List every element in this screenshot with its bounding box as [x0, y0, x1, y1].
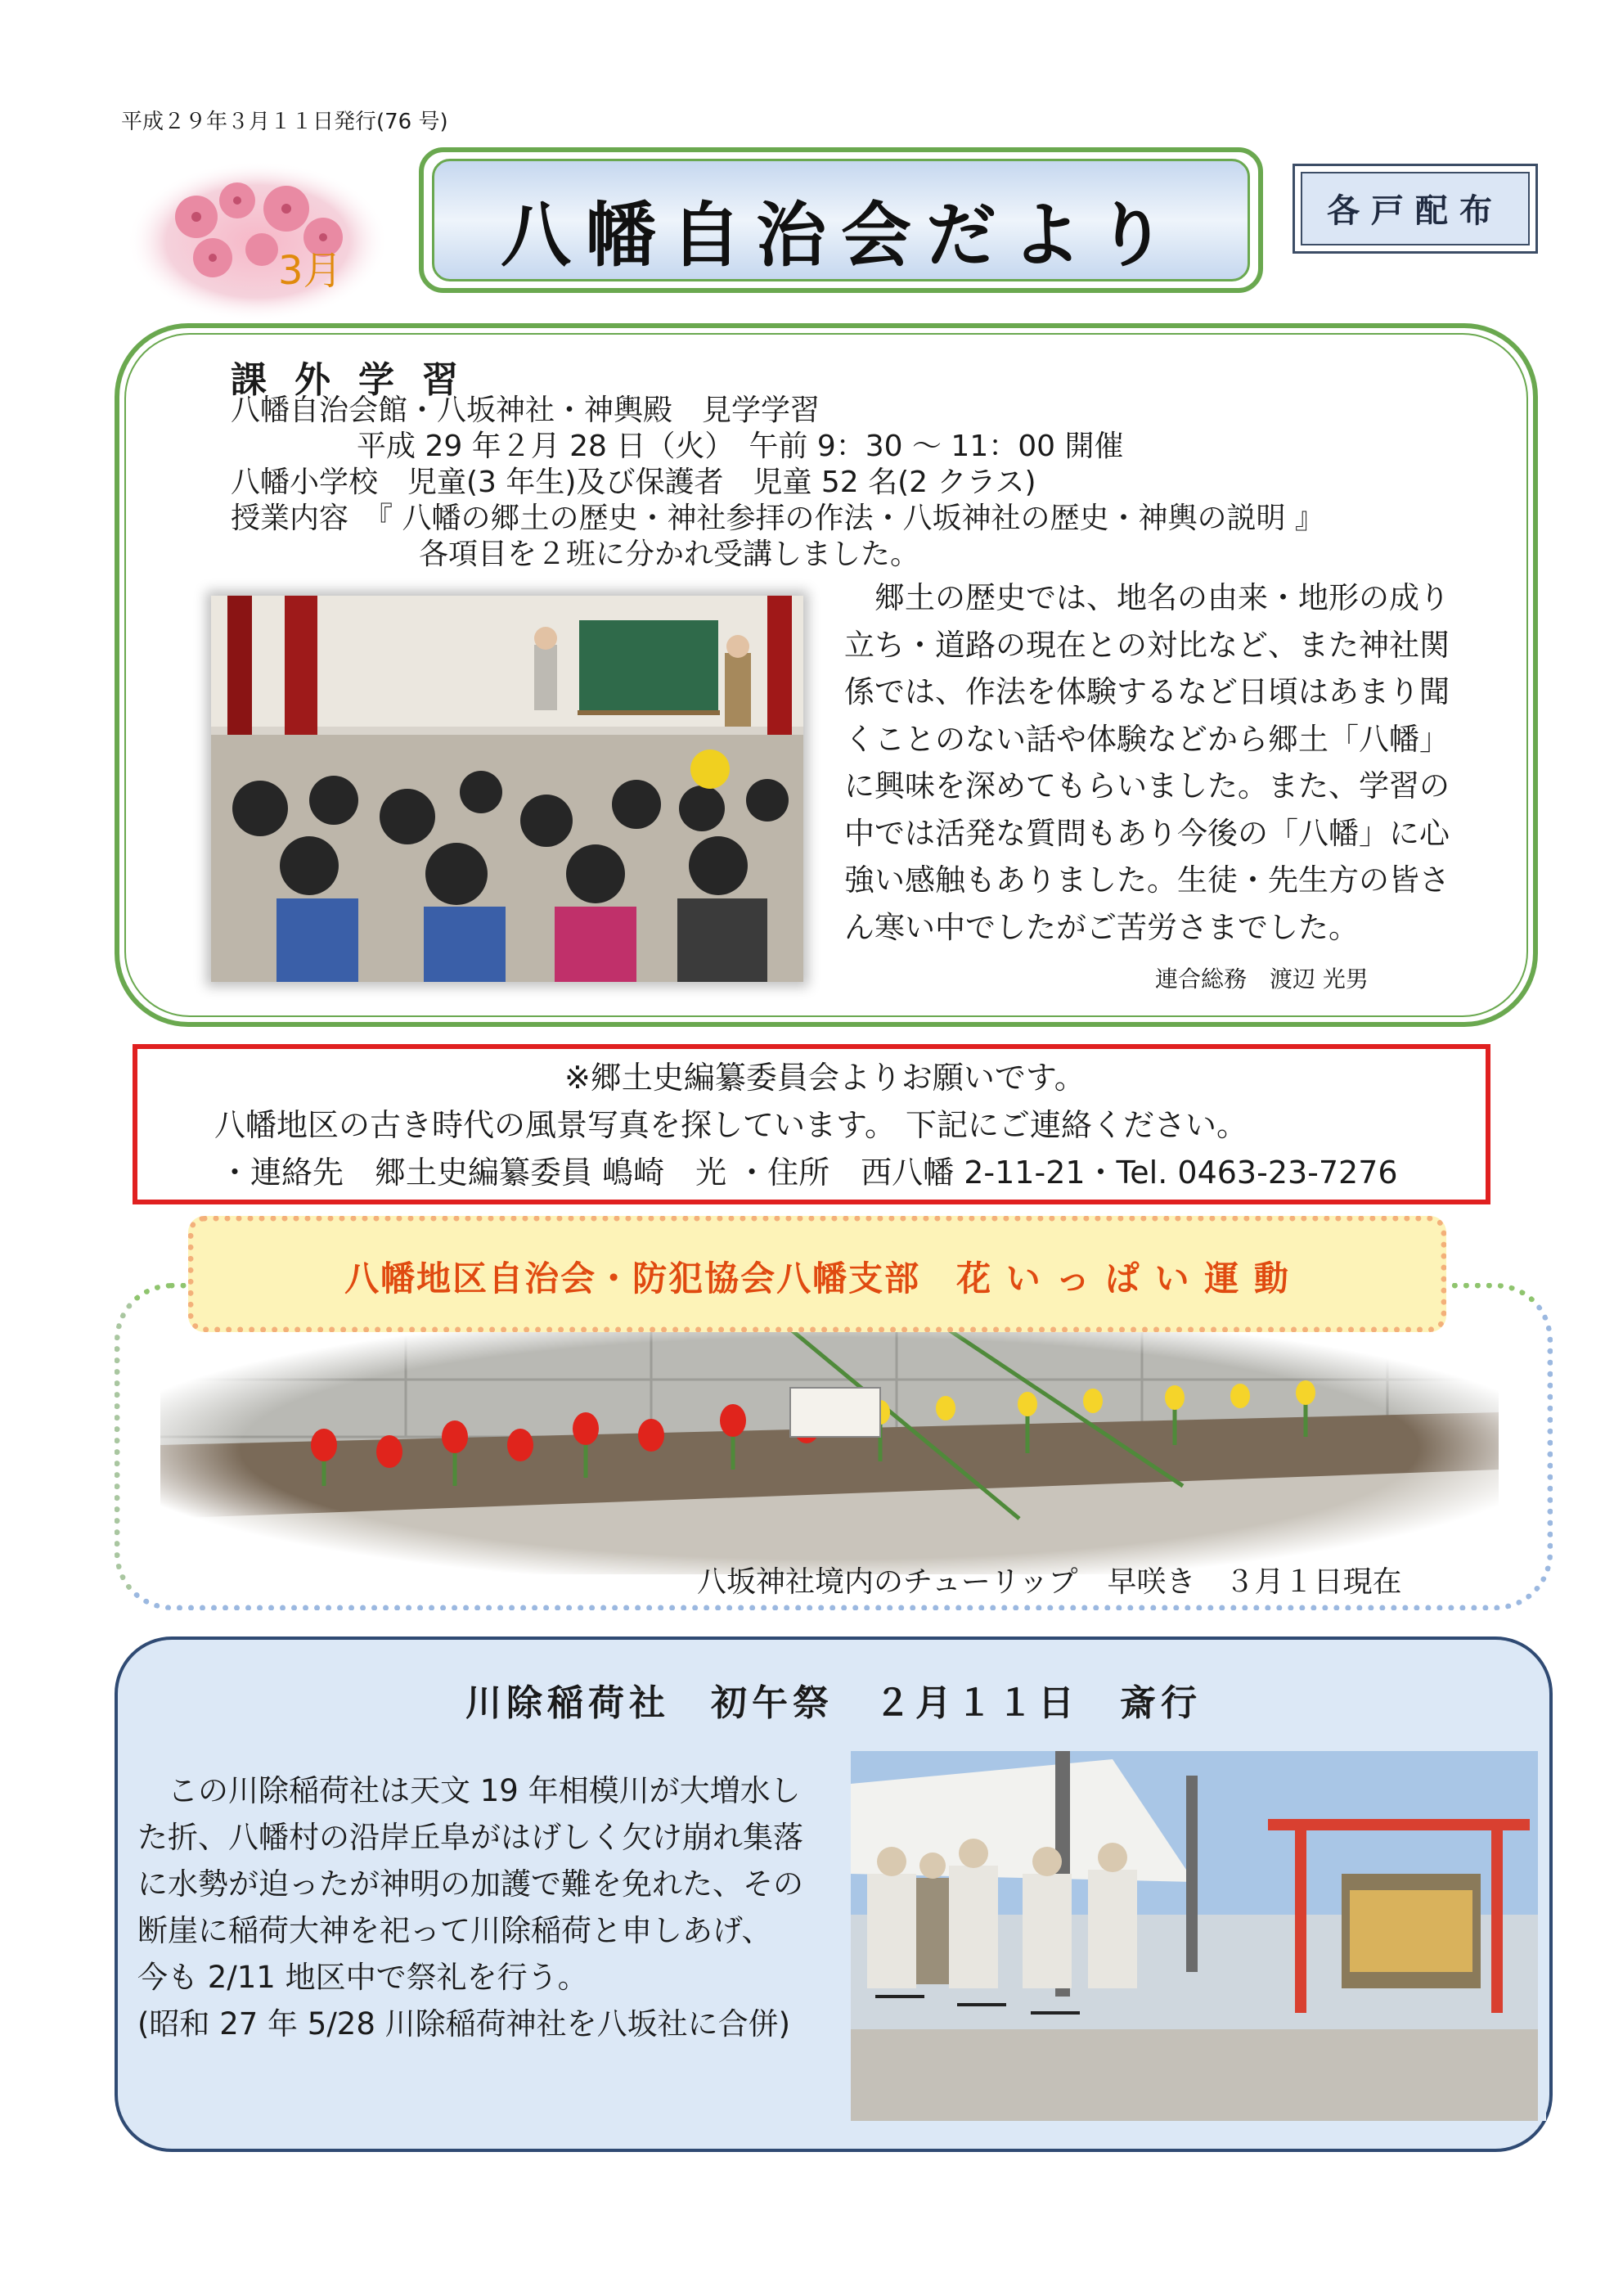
study-line: 平成 29 年２月 28 日（火） 午前 9：30 ～ 11：00 開催	[357, 430, 1124, 463]
classroom-photo	[211, 596, 803, 982]
shrine-body	[137, 1767, 841, 2047]
body-line: くことのない話や体験などから郷土「八幡」	[844, 721, 1450, 757]
study-line: 八幡自治会館・八坂神社・神輿殿 見学学習	[231, 394, 820, 427]
newsletter-title: 八幡自治会だより	[501, 195, 1181, 277]
body-line: 中では活発な質問もあり今後の「八幡」に心	[844, 815, 1450, 851]
distribution-label: 各戸配布	[1327, 192, 1504, 230]
notice-contact: ・連絡先 郷土史編纂委員 嶋崎 光 ・住所 西八幡 2-11-21・Tel. 0463-23-7276	[219, 1155, 1398, 1191]
body-line: 郷土の歴史では、地名の由来・地形の成り	[844, 580, 1450, 615]
notice-line: 八幡地区の古き時代の風景写真を探しています。 下記にご連絡ください。	[214, 1107, 1248, 1143]
body-line: 断崖に稲荷大神を祀って川除稲荷と申しあげ、	[137, 1913, 772, 1948]
study-line: 各項目を２班に分かれ受講しました。	[419, 538, 920, 571]
body-line: に水勢が迫ったが神明の加護で難を免れた、その	[137, 1866, 803, 1902]
tulip-photo	[160, 1322, 1499, 1574]
tulip-title: 八幡地区自治会・防犯協会八幡支部 花 い っ ぱ い 運 動	[344, 1258, 1290, 1299]
study-body	[844, 574, 1482, 951]
body-line: 立ち・道路の現在との対比など、また神社関	[844, 627, 1450, 663]
study-signature: 連合総務 渡辺 光男	[1155, 966, 1369, 993]
study-line: 八幡小学校 児童(3 年生)及び保護者 児童 52 名(2 クラス)	[231, 466, 1036, 499]
tulip-caption: 八坂神社境内のチューリップ 早咲き ３月１日現在	[697, 1565, 1402, 1599]
shrine-festival-photo	[843, 1751, 1546, 2121]
notice-title: ※郷土史編纂委員会よりお願いです。	[564, 1060, 1086, 1096]
issue-date: 平成２９年３月１１日発行(76 号)	[121, 110, 448, 134]
body-line: (昭和 27 年 5/28 川除稲荷神社を八坂社に合併)	[137, 2006, 791, 2042]
study-heading: 課外学習	[231, 359, 486, 401]
body-line: この川除稲荷社は天文 19 年相模川が大増水し	[137, 1773, 801, 1808]
body-line: 今も 2/11 地区中で祭礼を行う。	[137, 1960, 588, 1995]
body-line: 強い感触もありました。生徒・先生方の皆さ	[844, 862, 1450, 898]
study-line: 授業内容 『 八幡の郷土の歴史・神社参拝の作法・八坂神社の歴史・神輿の説明 』	[231, 502, 1324, 535]
body-line: ん寒い中でしたがご苦労さまでした。	[844, 909, 1359, 945]
cherry-blossom-image	[123, 160, 393, 323]
shrine-title: 川除稲荷社 初午祭 ２月１１日 斎行	[465, 1682, 1202, 1724]
body-line: 係では、作法を体験するなど日頃はあまり聞	[844, 674, 1450, 709]
body-line: た折、八幡村の沿岸丘阜がはげしく欠け崩れ集落	[137, 1820, 803, 1855]
month-label: 3月	[278, 248, 343, 294]
body-line: に興味を深めてもらいました。また、学習の	[844, 768, 1450, 804]
